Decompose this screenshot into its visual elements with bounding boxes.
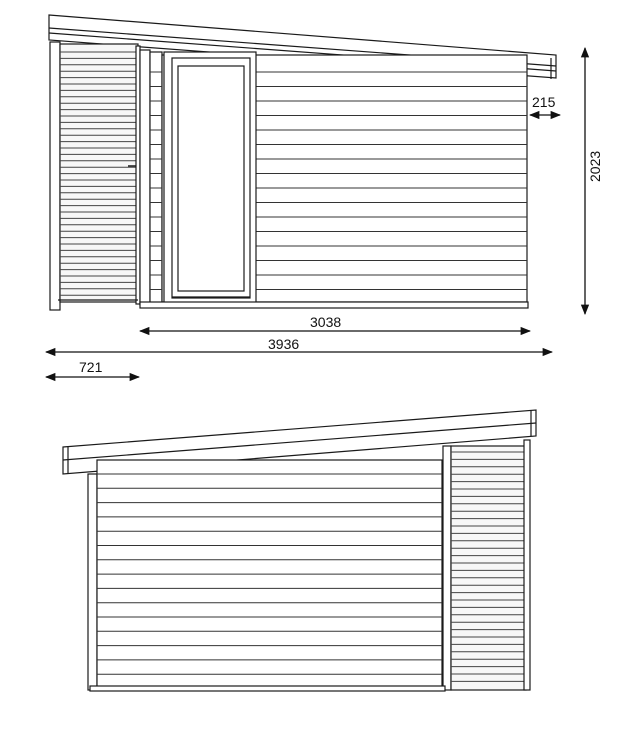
front-storage-slats xyxy=(50,42,140,310)
back-corner-post xyxy=(88,474,97,690)
storage-width-label: 721 xyxy=(79,359,103,375)
total-width-label: 3936 xyxy=(268,336,300,352)
back-elevation xyxy=(63,410,536,691)
front-corner-posts xyxy=(140,50,162,305)
wall-width-label: 3038 xyxy=(310,314,342,330)
front-elevation xyxy=(49,15,556,310)
height-label: 2023 xyxy=(587,150,603,182)
roof-overhang-label: 215 xyxy=(532,94,556,110)
back-wall-cladding xyxy=(97,460,442,688)
front-door xyxy=(164,52,256,304)
back-floor-sill xyxy=(90,686,445,691)
back-storage-slats xyxy=(443,440,530,690)
